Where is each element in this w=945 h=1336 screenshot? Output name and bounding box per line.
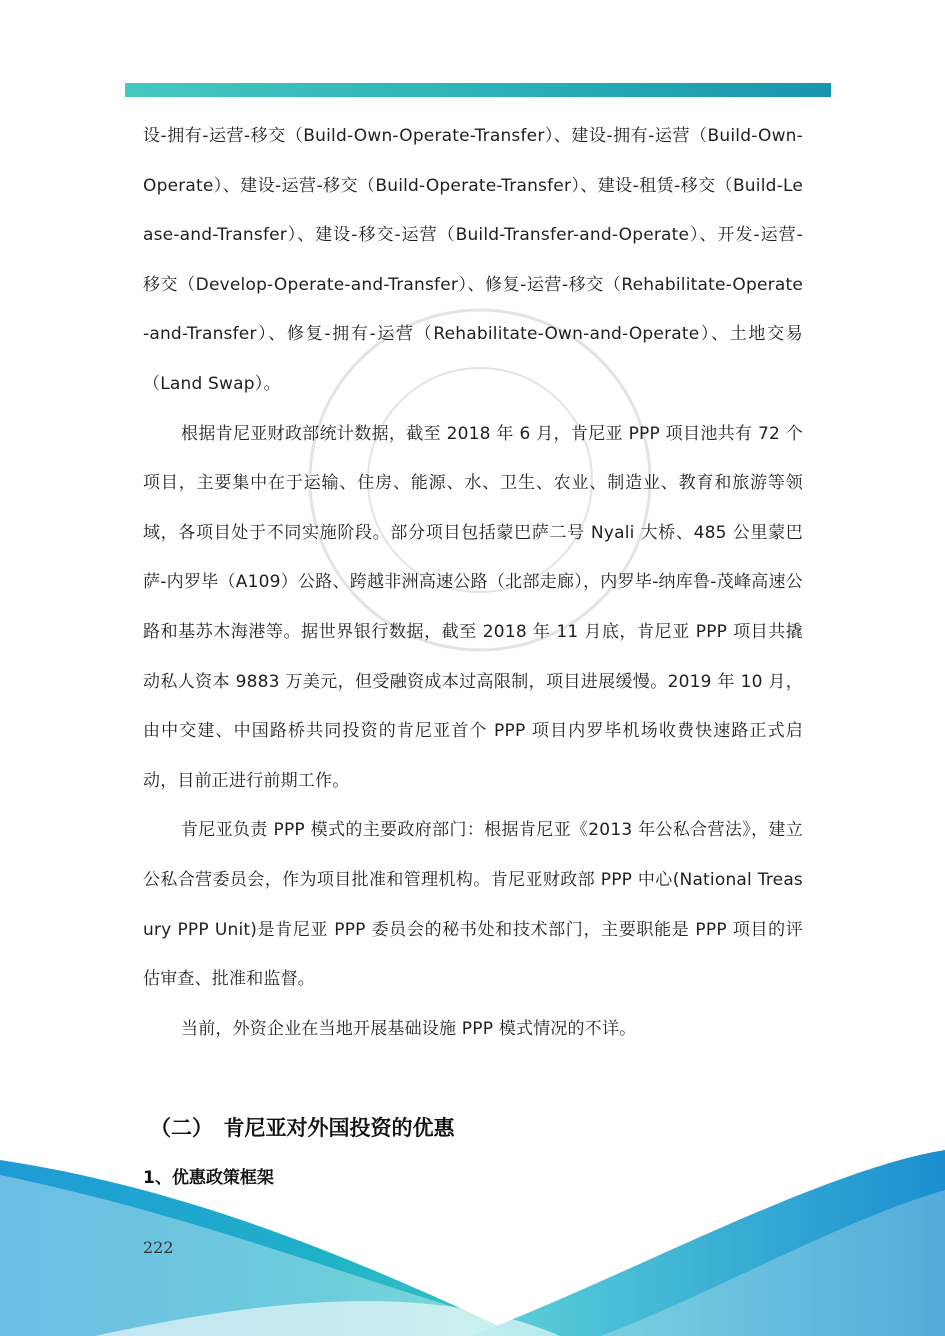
paragraph-foreign-enterprises: 当前，外资企业在当地开展基础设施 PPP 模式情况的不详。 [181,1018,637,1039]
body-text [143,112,803,1054]
section-heading: （二） 肯尼亚对外国投资的优惠 [150,1116,455,1140]
paragraph-ppp-projects: 根据肯尼亚财政部统计数据，截至 2018 年 6 月，肯尼亚 PPP 项目池共有 72 个项目，主要集中在于运输、住房、能源、水、卫生、农业、制造业、教育和旅游等领域，各项目处于不同实施阶段。部分项目包括蒙巴萨二号 Nyali 大桥、485 公里蒙巴萨-内罗毕（A109）公路、跨越非洲高速公路（北部走廊），内罗毕-纳库鲁-茂峰高速公路和基苏木海港等。据世界银行数据，截至 2018 年 11 月底，肯尼亚 PPP 项目共撬动私人资本 9883 万美元，但受融资成本过高限制，项目进展缓慢。2019 年 10 月，由中交建、中国路桥共同投资的肯尼亚首个 PPP 项目内罗毕机场收费快速路正式启动，目前正进行前期工作。 [143,423,803,791]
footer-wave-decoration [0,1130,945,1336]
paragraph-ppp-authority: 肯尼亚负责 PPP 模式的主要政府部门：根据肯尼亚《2013 年公私合营法》，建立公私合营委员会，作为项目批准和管理机构。肯尼亚财政部 PPP 中心(National Treasury PPP Unit)是肯尼亚 PPP 委员会的秘书处和技术部门，主要职能是 PPP 项目的评估审查、批准和监督。 [143,820,803,990]
sub-heading: 1、优惠政策框架 [143,1168,274,1188]
page-number: 222 [143,1238,174,1257]
paragraph-ppp-models: 设-拥有-运营-移交（Build-Own-Operate-Transfer）、建设-拥有-运营（Build-Own-Operate）、建设-运营-移交（Build-Operate-Transfer）、建设-租赁-移交（Build-Lease-and-Transfer）、建设-移交-运营（Build-Transfer-and-Operate）、开发-运营-移交（Develop-Operate-and-Transfer）、修复-运营-移交（Rehabilitate-Operate-and-Transfer）、修复-拥有-运营（Rehabilitate-Own-and-Operate）、土地交易（Land Swap）。 [143,126,803,394]
header-accent-bar [125,83,831,97]
